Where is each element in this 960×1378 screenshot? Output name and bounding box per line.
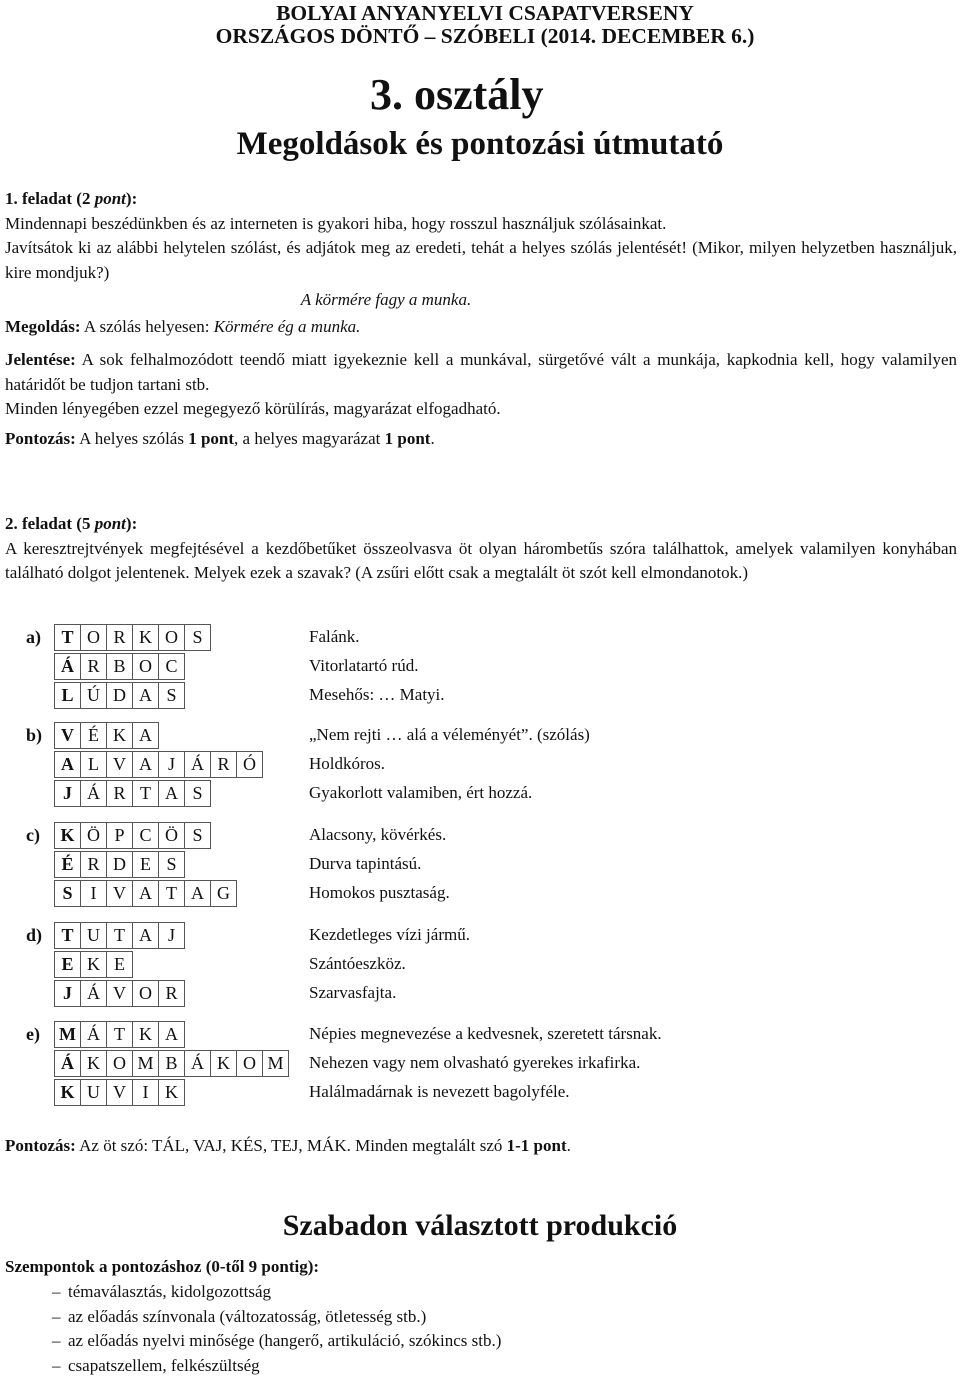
crossword-clue: Gyakorlott valamiben, ért hozzá. [309,781,532,806]
crossword-cell: U [81,923,107,949]
crossword-initial-cell: Á [55,1051,81,1077]
crossword-clue: Vitorlatartó rúd. [309,654,418,679]
crossword-cell: S [159,852,185,878]
criteria-text: az előadás nyelvi minősége (hangerő, artikuláció, szókincs stb.) [68,1331,501,1350]
crossword-clue: Kezdetleges vízi jármű. [309,923,470,948]
crossword-row [54,1021,185,1048]
criteria-item [68,1354,260,1378]
production-title: Szabadon választott produkció [0,1208,960,1244]
crossword-cell: O [159,625,185,651]
crossword-clue: Falánk. [309,625,360,650]
crossword-cell: S [159,683,185,709]
crossword-cell: G [211,881,237,907]
crossword-cell: Á [81,1022,107,1048]
crossword-cell: I [81,881,107,907]
crossword-cell: A [133,752,159,778]
crossword-cell: K [133,1022,159,1048]
crossword-initial-cell: J [55,781,81,807]
crossword-row [54,951,133,978]
criteria-item [68,1280,271,1305]
crossword-row [54,980,185,1007]
crossword-cell: V [107,1080,133,1106]
header-line-1: BOLYAI ANYANYELVI CSAPATVERSENY [10,2,960,25]
crossword-cell: K [159,1080,185,1106]
task1-meaning: Jelentése: A sok felhalmozódott teendő miatt igyekeznie kell a munkával, sürgetővé vált a munkája, kapkodnia kell, hogy valamilyen határidőt be tudjon tartani stb. [5,348,957,397]
crossword-cell: T [107,923,133,949]
crossword-initial-cell: A [55,752,81,778]
crossword-row [54,880,237,907]
crossword-initial-cell: E [55,952,81,978]
criteria-heading: Szempontok a pontozáshoz (0-től 9 pontig): [5,1255,957,1280]
crossword-cell: S [185,625,211,651]
crossword-cell: O [107,1051,133,1077]
crossword-clue: Durva tapintású. [309,852,421,877]
crossword-clue: Homokos pusztaság. [309,881,450,906]
crossword-group-label: a) [26,625,41,650]
crossword-row [54,1050,289,1077]
crossword-cell: K [81,952,107,978]
task2-section [5,512,957,586]
crossword-clue: Szántóeszköz. [309,952,406,977]
task1-scoring: Pontozás: A helyes szólás 1 pont, a helyes magyarázat 1 pont. [5,427,957,452]
crossword-clue: Népies megnevezése a kedvesnek, szeretett társnak. [309,1022,662,1047]
crossword-cell: Ú [81,683,107,709]
crossword-cell: V [107,752,133,778]
crossword-cell: R [211,752,237,778]
crossword-initial-cell: K [55,823,81,849]
crossword-row [54,1079,185,1106]
crossword-initial-cell: L [55,683,81,709]
crossword-cell: Á [81,981,107,1007]
crossword-initial-cell: V [55,723,81,749]
crossword-cell: Ó [237,752,263,778]
crossword-cell: U [81,1080,107,1106]
crossword-clue: Nehezen vagy nem olvasható gyerekes irkafirka. [309,1051,640,1076]
crossword-cell: R [81,852,107,878]
crossword-cell: O [133,981,159,1007]
crossword-row [54,624,211,651]
crossword-group-label: c) [26,823,40,848]
crossword-cell: Á [185,1051,211,1077]
crossword-cell: M [263,1051,289,1077]
crossword-cell: J [159,752,185,778]
crossword-cell: A [159,781,185,807]
crossword-initial-cell: J [55,981,81,1007]
crossword-initial-cell: S [55,881,81,907]
task1-solution: Megoldás: A szólás helyesen: Körmére ég a munka. [5,315,957,340]
crossword-cell: E [107,952,133,978]
crossword-cell: I [133,1080,159,1106]
crossword-cell: B [159,1051,185,1077]
crossword-cell: J [159,923,185,949]
crossword-clue: Mesehős: … Matyi. [309,683,445,708]
dash-bullet: – [52,1329,61,1354]
crossword-initial-cell: M [55,1022,81,1048]
crossword-clue: Halálmadárnak is nevezett bagolyféle. [309,1080,570,1105]
dash-bullet: – [52,1305,61,1330]
dash-bullet: – [52,1280,61,1305]
criteria-text: csapatszellem, felkészültség [68,1356,260,1375]
crossword-cell: R [107,781,133,807]
crossword-initial-cell: Á [55,654,81,680]
crossword-cell: A [159,1022,185,1048]
task1-section [5,187,957,451]
criteria-text: témaválasztás, kidolgozottság [68,1282,271,1301]
crossword-row [54,851,185,878]
header-line-2: ORSZÁGOS DÖNTŐ – SZÓBELI (2014. DECEMBER 6.) [10,25,960,48]
task1-intro: Mindennapi beszédünkben és az interneten is gyakori hiba, hogy rosszul használjuk szólásainkat. [5,212,957,237]
crossword-cell: Á [81,781,107,807]
crossword-clue: Szarvasfajta. [309,981,396,1006]
crossword-row [54,922,185,949]
crossword-cell: L [81,752,107,778]
crossword-cell: B [107,654,133,680]
criteria-text: az előadás színvonala (változatosság, ötletesség stb.) [68,1307,426,1326]
task2-instruction: A keresztrejtvények megfejtésével a kezdőbetűket összeolvasva öt olyan hárombetűs szóra találhattok, amelyek valamilyen konyhában található dolgot jelentenek. Melyek ezek a szavak? (A zsűri előtt csak a megtalált öt szót kell elmondanotok.) [5,537,957,586]
crossword-cell: A [133,723,159,749]
criteria-item [68,1305,426,1330]
crossword-cell: S [185,823,211,849]
crossword-cell: K [81,1051,107,1077]
grade-title: 3. osztály [370,68,544,122]
crossword-row [54,682,185,709]
crossword-row [54,653,185,680]
crossword-row [54,751,263,778]
crossword-cell: A [133,923,159,949]
crossword-group-label: b) [26,723,42,748]
crossword-cell: K [107,723,133,749]
task2-heading: 2. feladat (5 pont): [5,512,957,537]
crossword-clue: „Nem rejti … alá a véleményét”. (szólás) [309,723,590,748]
crossword-initial-cell: T [55,625,81,651]
dash-bullet: – [52,1354,61,1378]
crossword-row [54,822,211,849]
crossword-cell: T [133,781,159,807]
crossword-cell: K [211,1051,237,1077]
crossword-cell: V [107,981,133,1007]
crossword-cell: S [185,781,211,807]
crossword-cell: Ö [159,823,185,849]
crossword-cell: D [107,683,133,709]
task1-instruction: Javítsátok ki az alábbi helytelen szólást, és adjátok meg az eredeti, tehát a helyes szólás jelentését! (Mikor, milyen helyzetben használjuk, kire mondjuk?) [5,236,957,285]
crossword-cell: P [107,823,133,849]
crossword-cell: O [81,625,107,651]
crossword-cell: V [107,881,133,907]
crossword-cell: A [133,683,159,709]
crossword-group-label: e) [26,1022,40,1047]
page-subtitle: Megoldások és pontozási útmutató [0,124,960,164]
crossword-row [54,722,159,749]
crossword-cell: O [237,1051,263,1077]
crossword-cell: Ö [81,823,107,849]
crossword-cell: A [185,881,211,907]
crossword-clue: Alacsony, kövérkés. [309,823,446,848]
crossword-cell: D [107,852,133,878]
crossword-cell: Á [185,752,211,778]
crossword-initial-cell: É [55,852,81,878]
task1-heading: 1. feladat (2 pont): [5,187,957,212]
task1-example: A körmére fagy a munka. [0,288,957,313]
crossword-cell: T [107,1022,133,1048]
crossword-cell: K [133,625,159,651]
crossword-group-label: d) [26,923,42,948]
crossword-cell: R [107,625,133,651]
crossword-row [54,780,211,807]
crossword-cell: M [133,1051,159,1077]
crossword-cell: O [133,654,159,680]
crossword-cell: C [159,654,185,680]
crossword-cell: E [133,852,159,878]
task2-scoring: Pontozás: Az öt szó: TÁL, VAJ, KÉS, TEJ, MÁK. Minden megtalált szó 1-1 pont. [5,1134,957,1159]
crossword-cell: C [133,823,159,849]
crossword-cell: R [159,981,185,1007]
task1-note: Minden lényegében ezzel megegyező körülírás, magyarázat elfogadható. [5,397,957,422]
crossword-initial-cell: K [55,1080,81,1106]
crossword-clue: Holdkóros. [309,752,385,777]
crossword-cell: R [81,654,107,680]
crossword-cell: T [159,881,185,907]
crossword-cell: A [133,881,159,907]
criteria-item [68,1329,501,1354]
crossword-cell: É [81,723,107,749]
crossword-initial-cell: T [55,923,81,949]
